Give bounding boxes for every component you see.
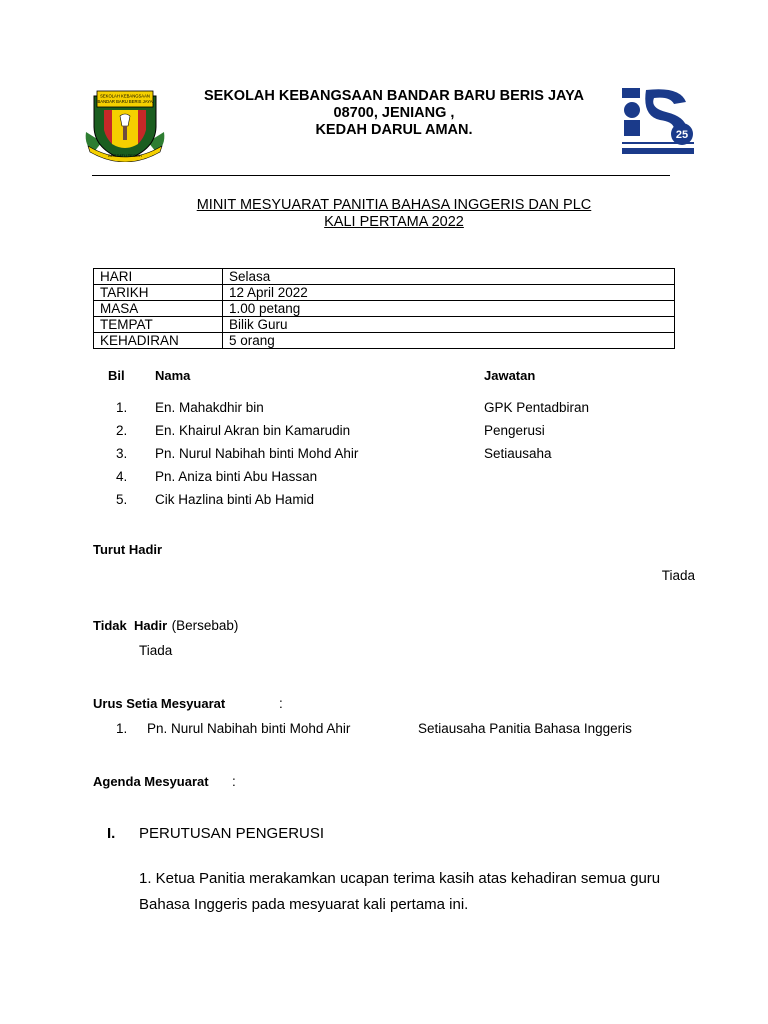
info-label: KEHADIRAN [94,333,223,349]
svg-text:SEKOLAH KEBANGSAAN: SEKOLAH KEBANGSAAN [100,93,150,99]
attendee-name: Pn. Aniza binti Abu Hassan [155,469,318,484]
column-header-nama: Nama [155,368,191,383]
info-label: TEMPAT [94,317,223,333]
section-number: I. [107,825,116,842]
info-label: MASA [94,301,223,317]
attendee-name: En. Khairul Akran bin Kamarudin [155,423,351,438]
school-name-block [170,88,618,139]
tidak-hadir-heading: Tidak Hadir [93,618,168,633]
organization-25-logo [620,86,696,158]
attendee-position: Pengerusi [484,423,545,438]
school-state: KEDAH DARUL AMAN. [315,122,473,138]
school-crest-logo [82,86,168,162]
tidak-hadir-line [93,617,238,635]
attendee-number: 3. [116,446,128,461]
urus-setia-name: Pn. Nurul Nabihah binti Mohd Ahir [147,721,351,736]
attendee-number: 1. [116,400,128,415]
column-header-bil: Bil [108,368,125,383]
header-divider [92,175,670,176]
attendee-number: 2. [116,423,128,438]
attendee-number: 4. [116,469,128,484]
attendee-name: En. Mahakdhir bin [155,400,264,415]
document-title [92,197,696,231]
table-row [94,301,675,317]
agenda-heading: Agenda Mesyuarat [93,774,209,789]
tidak-hadir-note: (Bersebab) [171,618,239,633]
svg-text:BERSATU TEGUH: BERSATU TEGUH [108,153,142,158]
svg-text:BANDAR BARU BERIS JAYA: BANDAR BARU BERIS JAYA [97,99,153,104]
svg-text:25: 25 [675,129,689,141]
attendee-name: Pn. Nurul Nabihah binti Mohd Ahir [155,446,359,461]
urus-setia-number: 1. [116,721,128,736]
urus-setia-heading: Urus Setia Mesyuarat [93,696,226,711]
school-postcode-town: 08700, JENIANG , [333,105,455,121]
attendee-number: 5. [116,492,128,507]
tidak-hadir-value: Tiada [139,643,173,658]
attendee-name: Cik Hazlina binti Ab Hamid [155,492,315,507]
section-paragraph-line-2: Bahasa Inggeris pada mesyuarat kali pertama ini. [139,896,469,913]
turut-hadir-value: Tiada [661,568,695,583]
title-line-1: MINIT MESYUARAT PANITIA BAHASA INGGERIS DAN PLC [196,197,592,213]
agenda-colon: : [232,774,236,789]
turut-hadir-heading: Turut Hadir [93,542,163,557]
info-value: Bilik Guru [223,317,675,333]
school-name: SEKOLAH KEBANGSAAN BANDAR BARU BERIS JAYA [203,88,584,104]
table-row [94,285,675,301]
info-value: 12 April 2022 [223,285,675,301]
meeting-info-table [93,268,675,349]
section-paragraph-line-1: 1. Ketua Panitia merakamkan ucapan terima kasih atas kehadiran semua guru [139,870,661,887]
info-label: HARI [94,269,223,285]
info-value: Selasa [223,269,675,285]
title-line-2: KALI PERTAMA 2022 [324,214,464,230]
table-row [94,269,675,285]
urus-setia-role: Setiausaha Panitia Bahasa Inggeris [418,721,632,736]
attendee-position: Setiausaha [484,446,552,461]
attendee-position: GPK Pentadbiran [484,400,590,415]
table-row [94,333,675,349]
column-header-jawatan: Jawatan [484,368,536,383]
table-row [94,317,675,333]
info-label: TARIKH [94,285,223,301]
info-value: 5 orang [223,333,675,349]
section-title: PERUTUSAN PENGERUSI [139,825,325,842]
urus-setia-colon: : [279,696,283,711]
info-value: 1.00 petang [223,301,675,317]
